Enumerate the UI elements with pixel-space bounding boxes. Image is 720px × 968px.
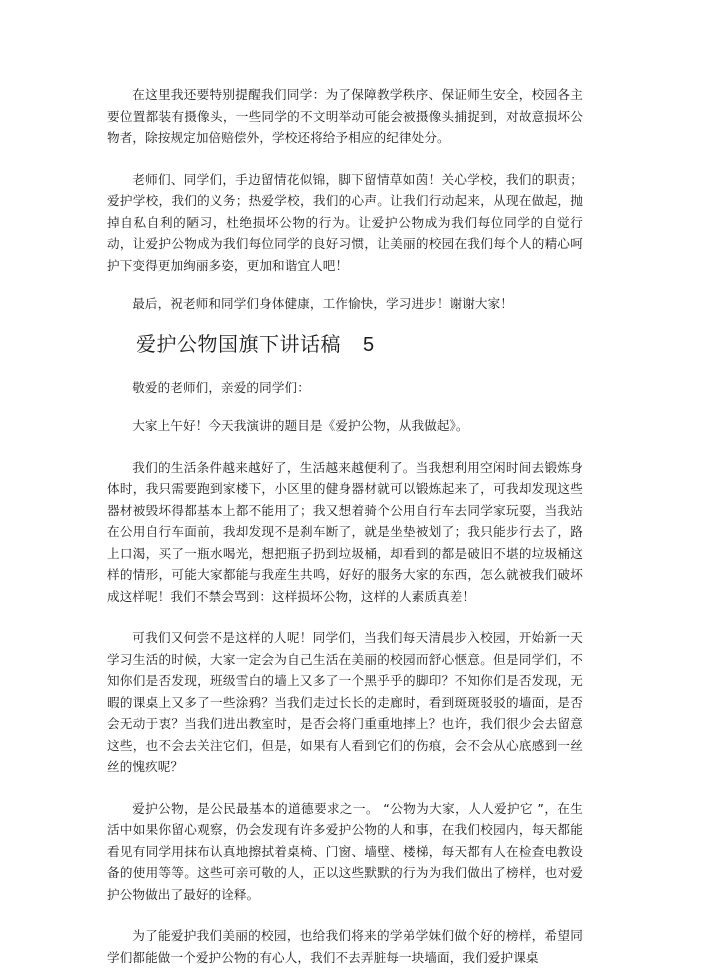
paragraph-cctv-warning: 在这里我还要特别提醒我们同学：为了保障教学秩序、保证师生安全，校园各主要位置都装有摄像头，一些同学的不文明举动可能会被摄像头捕捉到，对故意损坏公物者，除按规定加倍赔偿外，学校还将给予相应的纪律处分。 — [107, 87, 583, 145]
paragraph-campus: 可我们又何尝不是这样的人呢！同学们，当我们每天清晨步入校园，开始新一天学习生活的时候，大家一定会为自己生活在美丽的校园而舒心惬意。但是同学们，不知你们是否发现，班级雪白的墙上又多了一个黑乎乎的脚印？不知你们是否发现，无暇的课桌上又多了一些涂鸦？当我们走过长长的走廊时，看到斑斑驳驳的墙面，是否会无动于衷？当我们进出教室时，是否会将门重重地摔上？也许，我们很少会去留意这些，也不会去关注它们，但是，如果有人看到它们的伤痕，会不会从心底感到一丝丝的愧疚呢？ — [107, 630, 583, 774]
paragraph-appeal: 为了能爱护我们美丽的校园，也给我们将来的学弟学妹们做个好的榜样，希望同学们都能做一个爱护公物的有心人，我们不去弄脏每一块墙面，我们爱护课桌 — [107, 928, 583, 965]
document-body — [107, 84, 583, 968]
heading-number: 5 — [363, 333, 375, 356]
intro-line: 大家上午好！今天我演讲的题目是《爱护公物，从我做起》。 — [132, 418, 469, 433]
heading-title: 爱护公物国旗下讲话稿 — [136, 331, 341, 356]
paragraph-call-to-action: 老师们、同学们，手边留情花似锦，脚下留情草如茵！关心学校，我们的职责；爱护学校，我们的义务；热爱学校，我们的心声。让我们行动起来，从现在做起，抛掉自私自利的陋习，杜绝损坏公物的行为。让爱护公物成为我们每位同学的自觉行动，让爱护公物成为我们每位同学的良好习惯，让美丽的校园在我们每个人的精心呵护下变得更加绚丽多姿，更加和谐宜人吧！ — [107, 171, 583, 273]
paragraph-closing: 最后，祝老师和同学们身体健康，工作愉快，学习进步！谢谢大家！ — [132, 296, 513, 311]
paragraph-daily-life: 我们的生活条件越来越好了，生活越来越便利了。当我想利用空闲时间去锻炼身体时，我只需要跑到家楼下，小区里的健身器材就可以锻炼起来了，可我却发现这些器材被毁坏得都基本上都不能用了；我又想着骑个公用自行车去同学家玩耍，当我站在公用自行车面前，我却发现不是刹车断了，就是坐垫被划了；我只能步行去了，路上口渴，买了一瓶水喝光，想把瓶子扔到垃圾桶，却看到的都是破旧不堪的垃圾桶这样的情形，可能大家都能与我産生共鸣，好好的服务大家的东西，怎么就被我们破坏成这样呢！我们不禁会骂到：这样损坏公物，这样的人素质真差！ — [107, 459, 583, 604]
salutation: 敬爱的老师们，亲爱的同学们： — [132, 379, 310, 395]
paragraph-public-morality: 爱护公物，是公民最基本的道德要求之一。 “公物为大家，人人爱护它 ”，在生活中如果你留心观察，仍会发现有许多爱护公物的人和事，在我们校园内，每天都能看见有同学用抹布认真地擦拭着桌椅、门窗、墙壁、楼梯，每天都有人在检查电教设备的使用等等。这些可亲可敬的人，正以这些默默的行为为我们做出了榜样，也对爱护公物做出了最好的诠释。 — [107, 800, 583, 902]
section-heading — [136, 329, 583, 360]
